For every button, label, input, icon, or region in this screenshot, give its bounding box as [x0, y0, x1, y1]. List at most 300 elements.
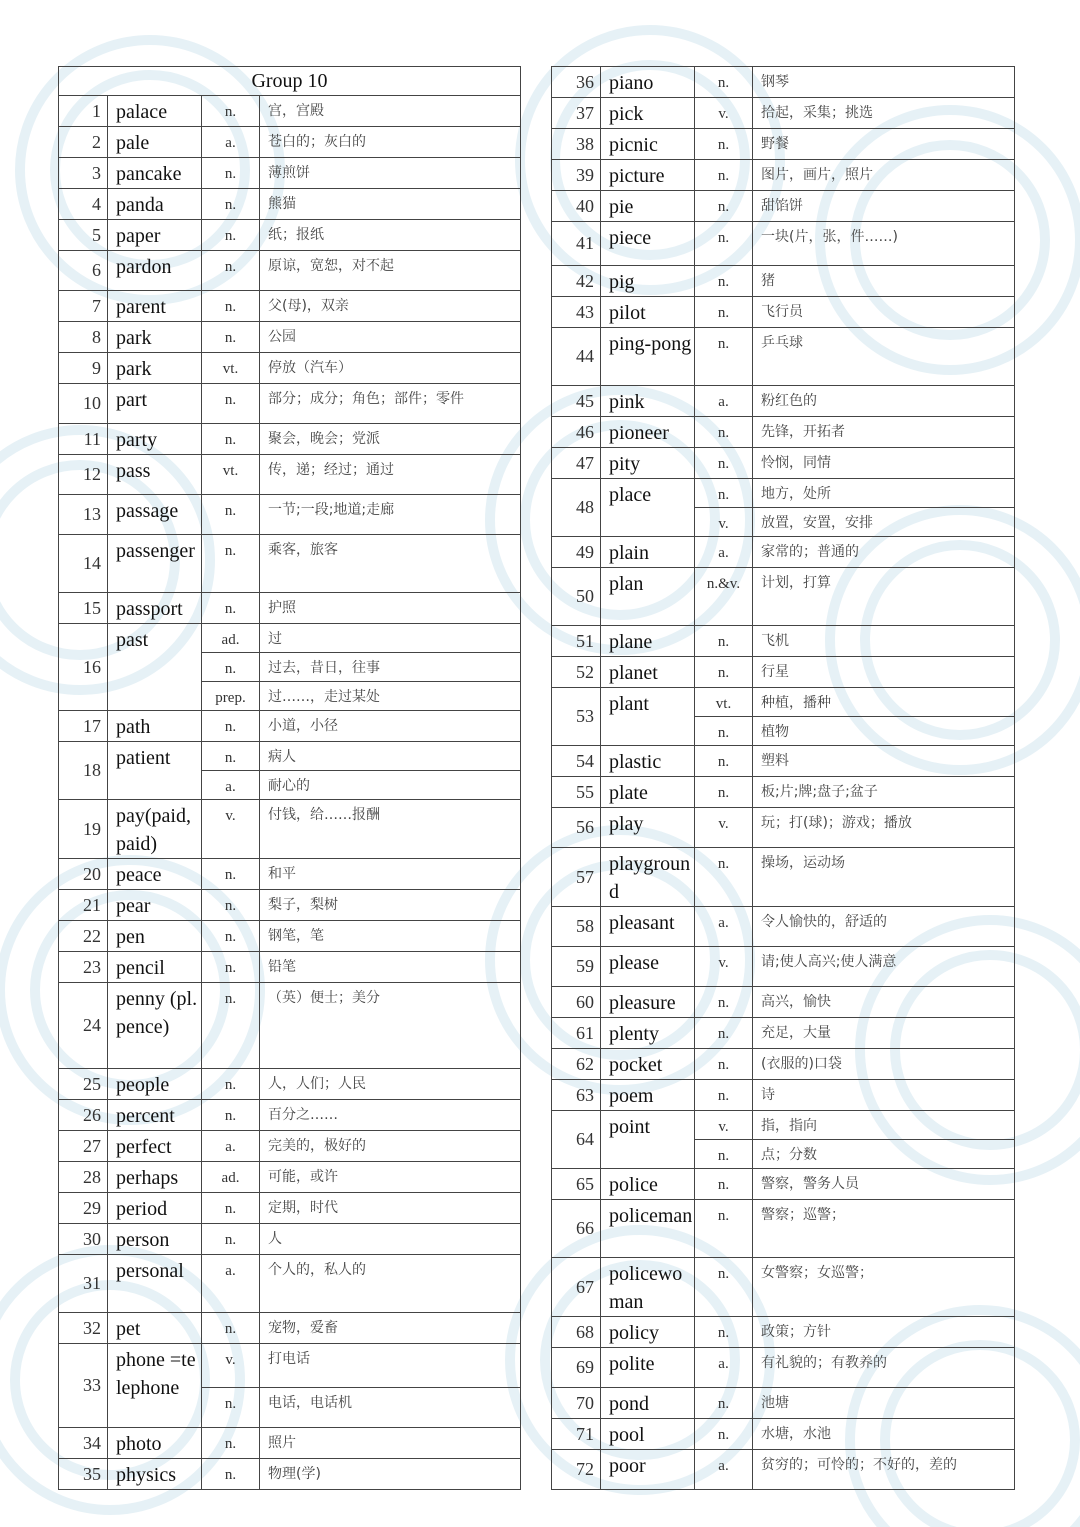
part-of-speech: n.	[202, 921, 260, 952]
entry-word: period	[108, 1193, 202, 1224]
entry-number: 3	[59, 158, 108, 189]
definition: 行星	[753, 657, 1015, 688]
part-of-speech: n.	[202, 1388, 260, 1428]
entry-word: pocket	[601, 1049, 695, 1080]
part-of-speech: a.	[202, 1255, 260, 1313]
entry-word: photo	[108, 1428, 202, 1459]
part-of-speech: n.	[202, 983, 260, 1069]
table-row	[552, 947, 1015, 987]
entry-number: 14	[59, 535, 108, 593]
definition: 百分之……	[260, 1100, 521, 1131]
entry-word: perfect	[108, 1131, 202, 1162]
entry-word: paper	[108, 220, 202, 251]
part-of-speech: prep.	[202, 682, 260, 711]
table-row	[552, 1348, 1015, 1388]
table-row	[552, 328, 1015, 386]
table-row	[552, 1018, 1015, 1049]
entry-number: 4	[59, 189, 108, 220]
entry-word: point	[601, 1111, 695, 1169]
definition: 部分；成分；角色；部件；零件	[260, 384, 521, 424]
table-row	[552, 808, 1015, 848]
entry-number: 31	[59, 1255, 108, 1313]
part-of-speech: n.	[202, 291, 260, 322]
definition: 付钱，给……报酬	[260, 800, 521, 859]
entry-word: passport	[108, 593, 202, 624]
definition: 点；分数	[753, 1140, 1015, 1169]
part-of-speech: n.	[202, 189, 260, 220]
definition: 可能，或许	[260, 1162, 521, 1193]
entry-number: 1	[59, 96, 108, 127]
part-of-speech: n.&v.	[695, 568, 753, 626]
table-row	[59, 189, 521, 220]
entry-word: pencil	[108, 952, 202, 983]
part-of-speech: n.	[202, 653, 260, 682]
table-row	[552, 1169, 1015, 1200]
part-of-speech: n.	[695, 626, 753, 657]
part-of-speech: n.	[695, 717, 753, 746]
table-row	[59, 1193, 521, 1224]
part-of-speech: n.	[202, 1428, 260, 1459]
entry-word: pen	[108, 921, 202, 952]
part-of-speech: n.	[695, 777, 753, 808]
entry-word: play	[601, 808, 695, 848]
table-row	[552, 160, 1015, 191]
table-row	[59, 742, 521, 771]
entry-word: plastic	[601, 746, 695, 777]
entry-word: plane	[601, 626, 695, 657]
entry-number: 21	[59, 890, 108, 921]
entry-word: place	[601, 479, 695, 537]
table-row	[59, 1162, 521, 1193]
part-of-speech: n.	[202, 220, 260, 251]
table-row	[59, 96, 521, 127]
definition: 钢琴	[753, 67, 1015, 98]
part-of-speech: ad.	[202, 1162, 260, 1193]
table-row	[59, 890, 521, 921]
definition: 物理(学)	[260, 1459, 521, 1490]
entry-word: piece	[601, 222, 695, 266]
entry-number: 45	[552, 386, 601, 417]
entry-number: 25	[59, 1069, 108, 1100]
part-of-speech: n.	[695, 1200, 753, 1258]
part-of-speech: n.	[202, 890, 260, 921]
entry-number: 59	[552, 947, 601, 987]
table-row	[552, 1111, 1015, 1140]
part-of-speech: n.	[202, 593, 260, 624]
entry-number: 22	[59, 921, 108, 952]
definition: (衣服的)口袋	[753, 1049, 1015, 1080]
entry-number: 44	[552, 328, 601, 386]
part-of-speech: n.	[695, 222, 753, 266]
part-of-speech: n.	[695, 328, 753, 386]
table-row	[59, 1224, 521, 1255]
table-row	[59, 291, 521, 322]
entry-word: pond	[601, 1388, 695, 1419]
table-row	[59, 158, 521, 189]
table-row	[59, 624, 521, 653]
definition: 聚会，晚会；党派	[260, 424, 521, 455]
definition: 警察；巡警；	[753, 1200, 1015, 1258]
table-row	[552, 1317, 1015, 1348]
entry-word: poor	[601, 1450, 695, 1490]
table-row	[552, 448, 1015, 479]
definition: 个人的，私人的	[260, 1255, 521, 1313]
definition: 纸；报纸	[260, 220, 521, 251]
entry-number: 15	[59, 593, 108, 624]
definition: 停放（汽车）	[260, 353, 521, 384]
table-row	[552, 1200, 1015, 1258]
entry-number: 34	[59, 1428, 108, 1459]
entry-number: 67	[552, 1258, 601, 1317]
entry-word: pleasure	[601, 987, 695, 1018]
entry-number: 7	[59, 291, 108, 322]
definition: 人	[260, 1224, 521, 1255]
entry-number: 19	[59, 800, 108, 859]
definition: 塑料	[753, 746, 1015, 777]
definition: 护照	[260, 593, 521, 624]
entry-word: phone =telephone	[108, 1344, 202, 1428]
entry-word: perhaps	[108, 1162, 202, 1193]
entry-number: 39	[552, 160, 601, 191]
table-row	[59, 983, 521, 1069]
part-of-speech: a.	[695, 907, 753, 947]
part-of-speech: n.	[202, 711, 260, 742]
table-row	[59, 711, 521, 742]
table-row	[59, 952, 521, 983]
entry-number: 30	[59, 1224, 108, 1255]
definition: 图片，画片，照片	[753, 160, 1015, 191]
definition: 照片	[260, 1428, 521, 1459]
table-row	[59, 455, 521, 495]
entry-word: pet	[108, 1313, 202, 1344]
definition: 人，人们；人民	[260, 1069, 521, 1100]
entry-number: 64	[552, 1111, 601, 1169]
definition: 有礼貌的；有教养的	[753, 1348, 1015, 1388]
entry-number: 65	[552, 1169, 601, 1200]
definition: 先锋，开拓者	[753, 417, 1015, 448]
entry-word: picnic	[601, 129, 695, 160]
part-of-speech: vt.	[202, 455, 260, 495]
part-of-speech: n.	[202, 742, 260, 771]
definition: 父(母)，双亲	[260, 291, 521, 322]
part-of-speech: n.	[695, 297, 753, 328]
entry-word: pick	[601, 98, 695, 129]
table-row	[552, 1049, 1015, 1080]
entry-number: 5	[59, 220, 108, 251]
part-of-speech: n.	[202, 1069, 260, 1100]
part-of-speech: vt.	[202, 353, 260, 384]
definition: 宠物，爱畜	[260, 1313, 521, 1344]
entry-number: 63	[552, 1080, 601, 1111]
entry-word: plant	[601, 688, 695, 746]
table-row	[552, 129, 1015, 160]
definition: 一节;一段;地道;走廊	[260, 495, 521, 535]
entry-word: palace	[108, 96, 202, 127]
entry-word: piano	[601, 67, 695, 98]
definition: 女警察；女巡警；	[753, 1258, 1015, 1317]
definition: 放置，安置，安排	[753, 508, 1015, 537]
definition: 充足，大量	[753, 1018, 1015, 1049]
entry-word: polite	[601, 1348, 695, 1388]
entry-word: pity	[601, 448, 695, 479]
entry-number: 51	[552, 626, 601, 657]
definition: 政策；方针	[753, 1317, 1015, 1348]
part-of-speech: n.	[695, 1140, 753, 1169]
entry-word: person	[108, 1224, 202, 1255]
part-of-speech: n.	[695, 1080, 753, 1111]
entry-number: 40	[552, 191, 601, 222]
entry-number: 35	[59, 1459, 108, 1490]
entry-number: 50	[552, 568, 601, 626]
part-of-speech: n.	[202, 322, 260, 353]
entry-word: pig	[601, 266, 695, 297]
entry-word: personal	[108, 1255, 202, 1313]
entry-word: plate	[601, 777, 695, 808]
definition: 原谅，宽恕，对不起	[260, 251, 521, 291]
entry-number: 49	[552, 537, 601, 568]
table-row	[552, 191, 1015, 222]
definition: 耐心的	[260, 771, 521, 800]
entry-number: 26	[59, 1100, 108, 1131]
entry-number: 9	[59, 353, 108, 384]
entry-number: 27	[59, 1131, 108, 1162]
definition: 乘客，旅客	[260, 535, 521, 593]
entry-word: plenty	[601, 1018, 695, 1049]
definition: 定期，时代	[260, 1193, 521, 1224]
definition: 钢笔，笔	[260, 921, 521, 952]
entry-number: 11	[59, 424, 108, 455]
definition: 熊猫	[260, 189, 521, 220]
entry-number: 2	[59, 127, 108, 158]
part-of-speech: a.	[202, 771, 260, 800]
part-of-speech: n.	[202, 952, 260, 983]
entry-word: park	[108, 353, 202, 384]
table-row	[59, 251, 521, 291]
entry-number: 48	[552, 479, 601, 537]
table-row	[59, 1131, 521, 1162]
definition: 乒乓球	[753, 328, 1015, 386]
entry-word: please	[601, 947, 695, 987]
part-of-speech: n.	[202, 495, 260, 535]
part-of-speech: n.	[695, 987, 753, 1018]
entry-word: policewoman	[601, 1258, 695, 1317]
entry-word: pancake	[108, 158, 202, 189]
table-row	[59, 1069, 521, 1100]
entry-number: 54	[552, 746, 601, 777]
entry-number: 16	[59, 624, 108, 711]
entry-word: pear	[108, 890, 202, 921]
definition: 拾起，采集；挑选	[753, 98, 1015, 129]
entry-number: 62	[552, 1049, 601, 1080]
entry-word: path	[108, 711, 202, 742]
entry-number: 23	[59, 952, 108, 983]
part-of-speech: n.	[202, 251, 260, 291]
entry-number: 66	[552, 1200, 601, 1258]
table-row	[59, 800, 521, 859]
definition: 诗	[753, 1080, 1015, 1111]
table-row	[59, 220, 521, 251]
entry-number: 38	[552, 129, 601, 160]
entry-number: 47	[552, 448, 601, 479]
table-row	[552, 907, 1015, 947]
entry-number: 41	[552, 222, 601, 266]
table-row	[552, 67, 1015, 98]
entry-word: past	[108, 624, 202, 711]
entry-number: 33	[59, 1344, 108, 1428]
definition: 过	[260, 624, 521, 653]
table-row	[552, 1450, 1015, 1490]
part-of-speech: n.	[695, 1049, 753, 1080]
entry-word: poem	[601, 1080, 695, 1111]
entry-word: pool	[601, 1419, 695, 1450]
definition: 甜馅饼	[753, 191, 1015, 222]
table-row	[552, 1258, 1015, 1317]
table-row	[552, 297, 1015, 328]
part-of-speech: a.	[695, 1450, 753, 1490]
part-of-speech: n.	[202, 158, 260, 189]
entry-number: 71	[552, 1419, 601, 1450]
definition: 请;使人高兴;使人满意	[753, 947, 1015, 987]
entry-number: 58	[552, 907, 601, 947]
table-row	[59, 1100, 521, 1131]
definition: 梨子，梨树	[260, 890, 521, 921]
table-row	[552, 848, 1015, 907]
table-row	[59, 593, 521, 624]
part-of-speech: n.	[695, 1258, 753, 1317]
part-of-speech: n.	[695, 1317, 753, 1348]
definition: 操场，运动场	[753, 848, 1015, 907]
entry-word: playground	[601, 848, 695, 907]
part-of-speech: a.	[202, 127, 260, 158]
part-of-speech: n.	[695, 266, 753, 297]
entry-number: 55	[552, 777, 601, 808]
entry-number: 32	[59, 1313, 108, 1344]
entry-word: plan	[601, 568, 695, 626]
definition: 家常的；普通的	[753, 537, 1015, 568]
definition: 铅笔	[260, 952, 521, 983]
part-of-speech: n.	[202, 1224, 260, 1255]
definition: 令人愉快的，舒适的	[753, 907, 1015, 947]
definition: 高兴，愉快	[753, 987, 1015, 1018]
entry-word: pink	[601, 386, 695, 417]
part-of-speech: n.	[695, 129, 753, 160]
definition: 粉红色的	[753, 386, 1015, 417]
part-of-speech: n.	[695, 746, 753, 777]
entry-number: 18	[59, 742, 108, 800]
definition: 和平	[260, 859, 521, 890]
definition: 苍白的；灰白的	[260, 127, 521, 158]
entry-number: 52	[552, 657, 601, 688]
part-of-speech: n.	[695, 657, 753, 688]
definition: 过去，昔日，往事	[260, 653, 521, 682]
definition: 飞机	[753, 626, 1015, 657]
definition: 公园	[260, 322, 521, 353]
part-of-speech: n.	[695, 67, 753, 98]
definition: 警察，警务人员	[753, 1169, 1015, 1200]
part-of-speech: n.	[202, 1459, 260, 1490]
table-row	[59, 127, 521, 158]
entry-word: passenger	[108, 535, 202, 593]
part-of-speech: a.	[695, 1348, 753, 1388]
definition: 指，指向	[753, 1111, 1015, 1140]
definition: 猪	[753, 266, 1015, 297]
entry-number: 72	[552, 1450, 601, 1490]
part-of-speech: v.	[202, 800, 260, 859]
entry-word: pardon	[108, 251, 202, 291]
definition: 飞行员	[753, 297, 1015, 328]
table-row	[552, 1419, 1015, 1450]
entry-number: 6	[59, 251, 108, 291]
entry-number: 28	[59, 1162, 108, 1193]
entry-number: 12	[59, 455, 108, 495]
part-of-speech: v.	[695, 508, 753, 537]
part-of-speech: n.	[695, 1419, 753, 1450]
definition: 一块(片，张，件……)	[753, 222, 1015, 266]
definition: 怜悯，同情	[753, 448, 1015, 479]
table-row	[552, 479, 1015, 508]
part-of-speech: v.	[695, 808, 753, 848]
entry-word: people	[108, 1069, 202, 1100]
definition: 池塘	[753, 1388, 1015, 1419]
part-of-speech: n.	[202, 96, 260, 127]
definition: 病人	[260, 742, 521, 771]
table-row	[59, 859, 521, 890]
table-row	[552, 1388, 1015, 1419]
entry-word: park	[108, 322, 202, 353]
part-of-speech: v.	[695, 947, 753, 987]
entry-word: pass	[108, 455, 202, 495]
entry-word: pleasant	[601, 907, 695, 947]
table-row	[552, 746, 1015, 777]
table-title-row	[59, 67, 521, 96]
table-row	[552, 386, 1015, 417]
entry-word: pay(paid, paid)	[108, 800, 202, 859]
entry-word: picture	[601, 160, 695, 191]
entry-number: 24	[59, 983, 108, 1069]
part-of-speech: n.	[202, 1313, 260, 1344]
entry-number: 8	[59, 322, 108, 353]
entry-word: police	[601, 1169, 695, 1200]
entry-number: 46	[552, 417, 601, 448]
part-of-speech: v.	[695, 98, 753, 129]
part-of-speech: n.	[202, 1193, 260, 1224]
table-row	[552, 98, 1015, 129]
definition: 种植，播种	[753, 688, 1015, 717]
table-row	[59, 424, 521, 455]
entry-number: 13	[59, 495, 108, 535]
entry-number: 29	[59, 1193, 108, 1224]
table-row	[552, 657, 1015, 688]
table-row	[552, 222, 1015, 266]
entry-word: physics	[108, 1459, 202, 1490]
definition: 计划，打算	[753, 568, 1015, 626]
table-row	[552, 1080, 1015, 1111]
entry-number: 60	[552, 987, 601, 1018]
part-of-speech: a.	[695, 386, 753, 417]
table-row	[59, 495, 521, 535]
part-of-speech: n.	[202, 535, 260, 593]
entry-number: 17	[59, 711, 108, 742]
part-of-speech: ad.	[202, 624, 260, 653]
table-row	[552, 777, 1015, 808]
table-row	[552, 266, 1015, 297]
entry-word: ping-pong	[601, 328, 695, 386]
table-row	[552, 568, 1015, 626]
entry-word: part	[108, 384, 202, 424]
entry-word: percent	[108, 1100, 202, 1131]
table-row	[59, 384, 521, 424]
entry-number: 70	[552, 1388, 601, 1419]
